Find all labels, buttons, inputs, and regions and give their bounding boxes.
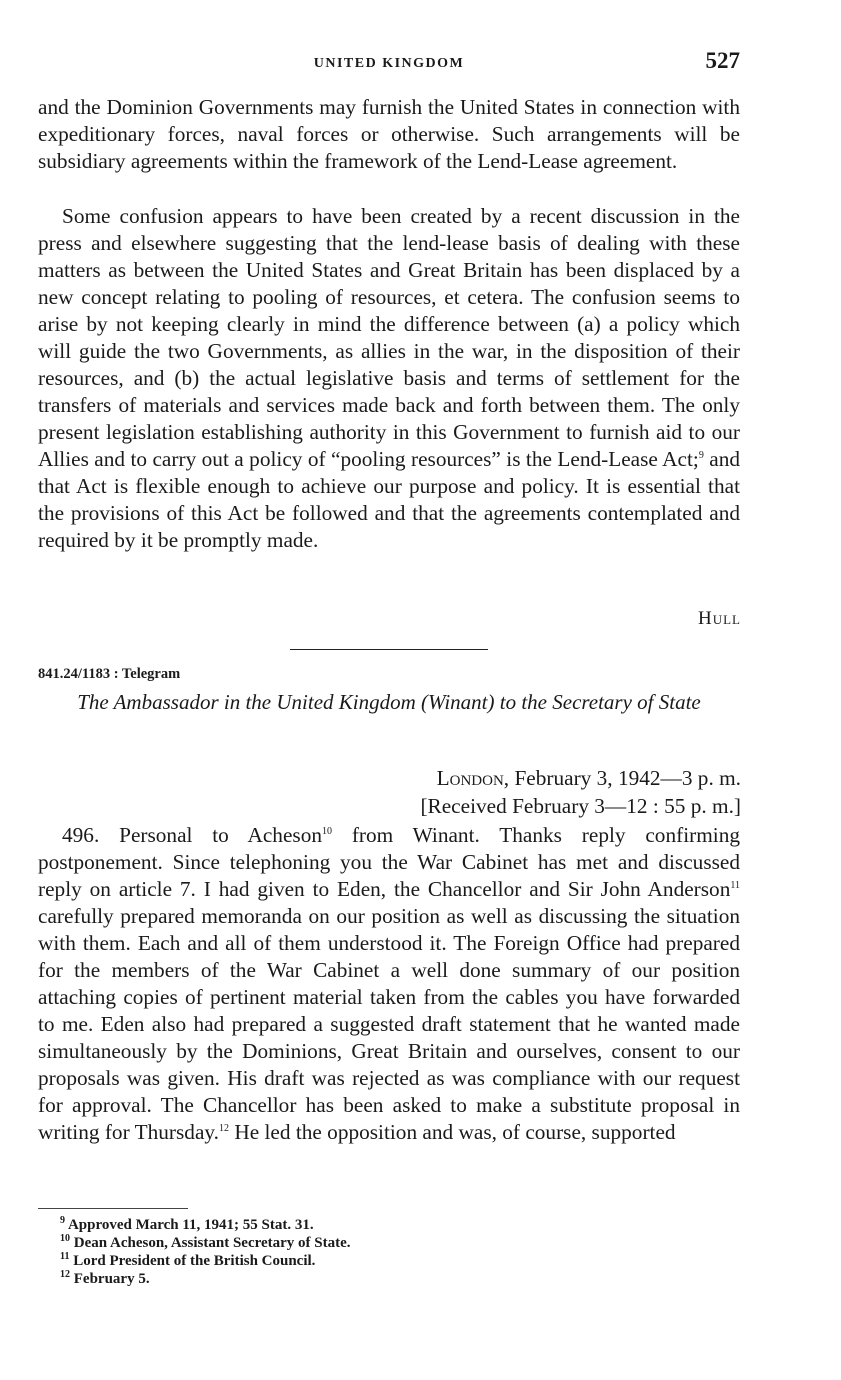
footnote-mark: 11 — [60, 1251, 70, 1262]
dateline-city: London, — [436, 766, 510, 790]
page-header — [38, 48, 740, 78]
footnote-ref-10: 10 — [322, 825, 332, 837]
footnote-11 — [38, 1252, 351, 1270]
paragraph-text-cont: and that Act is flexible enough to achieve our purpose and policy. It is essential that the provisions of this Act be followed and that the agreements contemplated and required by it be promptly made. — [38, 447, 740, 552]
paragraph-continuation: and the Dominion Governments may furnish the United States in connection with expeditionary forces, naval forces or otherwise. Such arrangements will be subsidiary agreements within the framework of the Lend-Lease agreement. — [38, 95, 740, 173]
document-title: The Ambassador in the United Kingdom (Winant) to the Secretary of State — [77, 690, 701, 714]
telegram-body — [38, 822, 740, 1146]
footnote-9 — [38, 1216, 351, 1234]
footnote-mark: 10 — [60, 1233, 70, 1244]
document-reference: 841.24/1183 : Telegram — [38, 666, 181, 682]
telegram-text-2: from Winant. Thanks reply confirming postponement. Since telephoning you the War Cabinet has met and discussed reply on article 7. I had given to Eden, the Chancellor and Sir John Anderson — [38, 823, 740, 901]
footnote-10 — [38, 1234, 351, 1252]
footnote-ref-9: 9 — [698, 449, 704, 461]
received-line: [Received February 3—12 : 55 p. m.] — [420, 794, 741, 818]
footnote-divider — [38, 1208, 188, 1209]
dateline-date: February 3, 1942—3 p. m. — [509, 766, 741, 790]
footnote-12 — [38, 1270, 351, 1288]
footnote-ref-11: 11 — [730, 879, 740, 891]
footnote-text: Lord President of the British Council. — [73, 1253, 316, 1269]
sent-line — [420, 764, 741, 792]
dateline — [420, 764, 741, 820]
footnote-ref-12: 12 — [219, 1122, 229, 1134]
telegram-text-4: He led the opposition and was, of course, supported — [229, 1120, 676, 1144]
paragraph-text: Some confusion appears to have been created by a recent discussion in the press and elsewhere suggesting that the lend-lease basis of dealing with these matters as between the United States and Great Britain has been displaced by a new concept relating to pooling of resources, et cetera. The confusion seems to arise by not keeping clearly in mind the difference between (a) a policy which will guide the two Governments, as allies in the war, in the disposition of their resources, and (b) the actual legislative basis and terms of settlement for the transfers of materials and services made back and forth between them. The only present legislation establishing authority in this Government to furnish aid to our Allies and to carry out a policy of “pooling resources” is the Lend-Lease Act; — [38, 204, 740, 471]
telegram-text-1: 496. Personal to Acheson — [62, 823, 322, 847]
running-head: UNITED KINGDOM — [313, 56, 465, 71]
footnote-text: February 5. — [73, 1271, 150, 1287]
paragraph-lend-lease — [38, 203, 740, 554]
signature: Hull — [698, 608, 741, 629]
footnote-mark: 9 — [60, 1215, 65, 1226]
footnote-text: Dean Acheson, Assistant Secretary of State. — [73, 1235, 351, 1251]
telegram-text-3: carefully prepared memoranda on our position as well as discussing the situation with them. Each and all of them understood it. The Foreign Office had prepared for the members of the War Cabinet a well done summary of our position attaching copies of pertinent material taken from the cables you have forwarded to me. Eden also had prepared a suggested draft statement that he wanted made simultaneously by the Dominions, Great Britain and ourselves, consent to our proposals was given. His draft was rejected as was compliance with our request for approval. The Chancellor has been asked to make a substitute proposal in writing for Thursday. — [38, 904, 740, 1144]
footnote-text: Approved March 11, 1941; 55 Stat. 31. — [67, 1217, 314, 1233]
footnote-mark: 12 — [60, 1269, 70, 1280]
section-divider — [290, 649, 488, 650]
page-number: 527 — [705, 48, 740, 73]
footnotes — [38, 1216, 351, 1288]
